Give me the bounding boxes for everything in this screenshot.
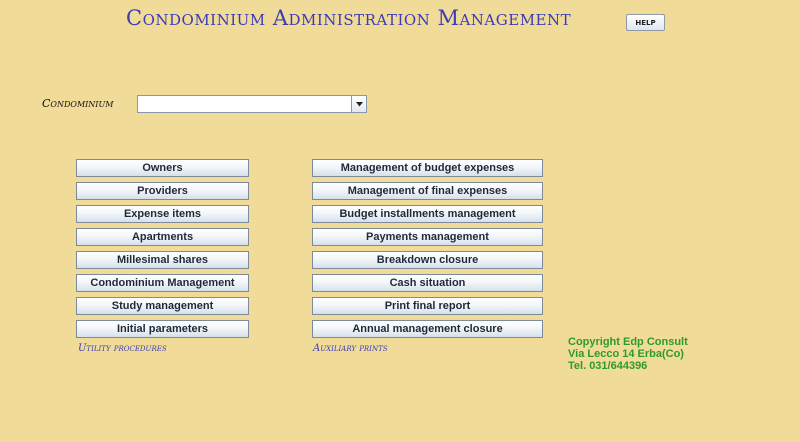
apartments-button[interactable]: Apartments bbox=[76, 228, 249, 246]
chevron-down-icon[interactable] bbox=[351, 96, 366, 112]
copyright-block bbox=[568, 336, 688, 372]
breakdown-closure-button[interactable]: Breakdown closure bbox=[312, 251, 543, 269]
budget-expenses-button[interactable]: Management of budget expenses bbox=[312, 159, 543, 177]
condominium-select[interactable] bbox=[137, 95, 367, 113]
providers-button[interactable]: Providers bbox=[76, 182, 249, 200]
print-final-report-button[interactable]: Print final report bbox=[312, 297, 543, 315]
initial-parameters-button[interactable]: Initial parameters bbox=[76, 320, 249, 338]
auxiliary-prints-label: Auxiliary prints bbox=[313, 343, 388, 354]
annual-management-closure-button[interactable]: Annual management closure bbox=[312, 320, 543, 338]
budget-installments-button[interactable]: Budget installments management bbox=[312, 205, 543, 223]
cash-situation-button[interactable]: Cash situation bbox=[312, 274, 543, 292]
phone-line: Tel. 031/644396 bbox=[568, 360, 648, 372]
copyright-line: Copyright Edp Consult bbox=[568, 336, 688, 348]
expense-items-button[interactable]: Expense items bbox=[76, 205, 249, 223]
utility-procedures-label: Utility procedures bbox=[78, 343, 167, 354]
millesimal-shares-button[interactable]: Millesimal shares bbox=[76, 251, 249, 269]
condominium-label: Condominium bbox=[42, 97, 114, 110]
condominium-management-button[interactable]: Condominium Management bbox=[76, 274, 249, 292]
payments-management-button[interactable]: Payments management bbox=[312, 228, 543, 246]
page-title: Condominium Administration Management bbox=[126, 6, 572, 30]
address-line: Via Lecco 14 Erba(Co) bbox=[568, 348, 684, 360]
final-expenses-button[interactable]: Management of final expenses bbox=[312, 182, 543, 200]
help-button[interactable]: HELP bbox=[626, 14, 665, 31]
owners-button[interactable]: Owners bbox=[76, 159, 249, 177]
study-management-button[interactable]: Study management bbox=[76, 297, 249, 315]
